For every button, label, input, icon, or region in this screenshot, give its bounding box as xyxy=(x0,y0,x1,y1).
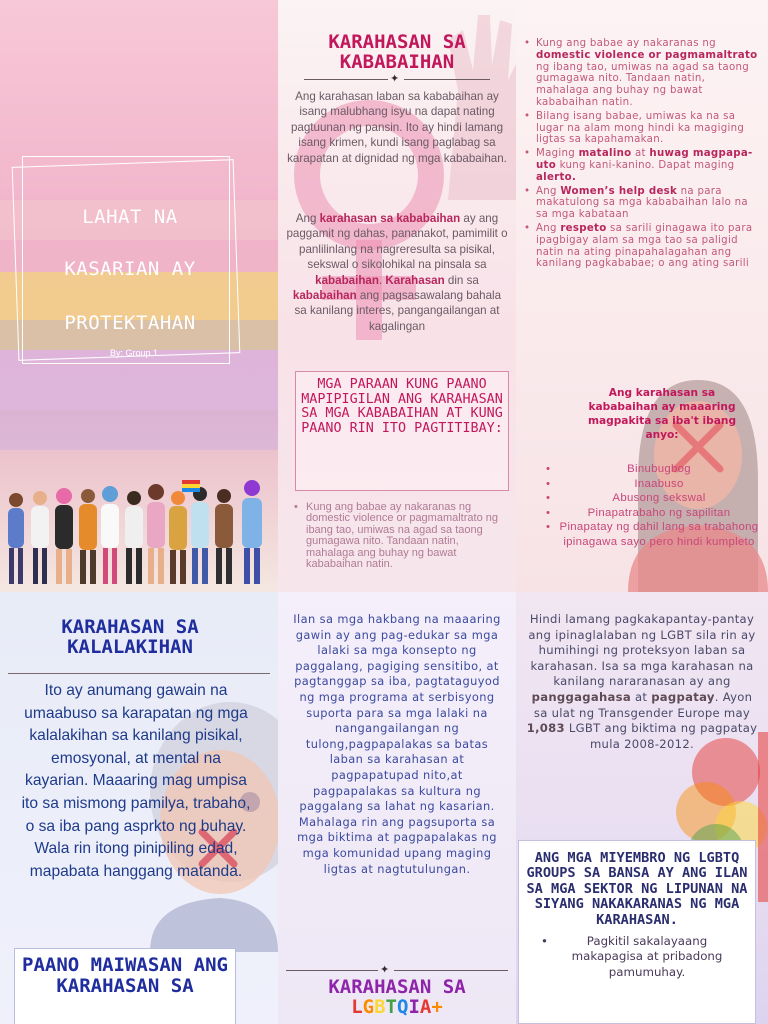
men-violence-panel xyxy=(0,592,278,1024)
keyword-karahasan-2: Karahasan xyxy=(385,273,445,287)
text-segment: na para makatulong sa mga kababaihan lalo na sa mga kabataan xyxy=(536,185,748,221)
women-paragraph-1: Ang karahasan laban sa kababaihan ay isang malubhang isyu na dapat nating pagtuunan ng pansin. Ito ay hindi lamang isang krimen, kundi isang paglabag sa karapatan at dignidad ng mga kababaihan. xyxy=(287,90,507,165)
tip-item: • Bilang isang babae, umiwas ka na sa lugar na alam mong hindi ka magiging ligtas sa kapahamakan. xyxy=(524,111,760,146)
men-heading-line2: KALALAKIHAN xyxy=(67,635,193,658)
steps-paragraph: Ilan sa mga hakbang na maaaring gawin ay ang pag-edukar sa mga lalaki sa mga konsepto ng paggalang, pagiging sensitibo, at pagtanggap sa iba, pagtataguyod ng mga programa at serbisyong suporta para sa mga lalaki na nangangailangan ng tulong,pagpapalakas sa batas laban sa karahasan at pagpapatupad nito,at pagpapalakas sa kultura ng paggalang sa lahat ng kasarian. Mahalaga rin ang pagsuporta sa mga biktima at pagpapalakas ng mga komunidad upang maging ligtas at nagtutulungan. xyxy=(293,612,501,876)
tip-item xyxy=(524,186,760,221)
cover-title-line1: LAHAT NA xyxy=(82,206,178,228)
prevention-bullet: • Kung ang babae ay nakaranas ng domestic violence or pagmamaltrato ng ibang tao, umiwas na agad sa taong gumagawa nito. Tandaan natin, mahalaga ang buhay ng bawat kababaihan natin. xyxy=(294,502,508,570)
text-segment: Ang xyxy=(536,185,561,197)
form-item: • Pinapatay ng dahil lang sa trabahong ipinagawa sayo pero hindi kumpleto xyxy=(546,520,760,549)
keyword-womens-help-desk: Women’s help desk xyxy=(560,185,678,197)
keyword-domestic-violence: domestic violence or pagmamaltrato xyxy=(536,49,758,61)
tips-list xyxy=(524,38,760,270)
lgbt-heading-letter: G xyxy=(362,995,375,1018)
text-segment: . Ayon sa ulat ng Transgender Europe may xyxy=(533,689,753,720)
diamond-ornament-icon: ✦ xyxy=(380,963,390,976)
text-segment: LGBT ang biktima ng pagpatay mula 2008-2012. xyxy=(564,721,758,751)
prevention-list xyxy=(294,502,508,570)
lgbt-info-box xyxy=(518,840,756,1024)
prevention-heading: MGA PARAAN KUNG PAANO MAPIPIGILAN ANG KARAHASAN SA MGA KABABAIHAN AT KUNG PAANO RIN ITO PAGTITIBAY: xyxy=(301,377,503,436)
text-segment: at xyxy=(630,689,652,704)
men-prevention-heading: PAANO MAIWASAN ANG KARAHASAN SA xyxy=(22,954,228,997)
lgbt-heading-letter: A xyxy=(419,995,432,1018)
text-segment: at xyxy=(631,148,650,160)
lgbt-box-bullet: • Pagkitil sakalayaang makapagisa at pribadong pamumuhay. xyxy=(541,934,741,980)
steps-panel xyxy=(278,592,516,1024)
lgbt-heading-line2 xyxy=(286,995,508,1018)
text-segment: Maging xyxy=(536,148,579,160)
keyword-1083: 1,083 xyxy=(526,721,565,736)
tip-item xyxy=(524,148,760,183)
divider-right xyxy=(404,79,490,80)
lgbt-heading-letter: B xyxy=(374,995,386,1018)
lgbt-heading-letter: Q xyxy=(397,995,409,1018)
keyword-alerto: alerto. xyxy=(536,171,577,183)
lgbt-heading-letter: L xyxy=(351,995,363,1018)
lgbt-heading-letter: + xyxy=(431,995,443,1018)
diverse-people-illustration xyxy=(0,470,278,592)
men-prevention-box xyxy=(14,948,236,1024)
men-paragraph: Ito ay anumang gawain na umaabuso sa karapatan ng mga kalalakihan sa kanilang pisikal, emosyonal, at mental na kayarian. Maaaring mag umpisa ito sa mismong pamilya, trabaho, o sa iba pang asprkto ng buhay. Wala rin itong pinipiling edad, mapabata hanggang matanda. xyxy=(21,682,251,880)
text-segment: kung kani-kanino. Dapat maging xyxy=(556,159,735,171)
text-segment: Ang xyxy=(536,222,561,234)
keyword-huwag-magpapa-uto: huwag magpapa-uto xyxy=(536,148,753,171)
text-segment: sa sarili ginagawa ito para ipagbigay alam sa mga tao sa paligid natin na ating pinapahalagahan ang kanilang pagkababae; o ang ating sarili xyxy=(536,222,753,270)
keyword-pagpatay: pagpatay xyxy=(651,689,715,704)
men-heading xyxy=(20,618,240,658)
lgbt-panel xyxy=(516,592,768,1024)
women-paragraph-2 xyxy=(286,211,508,334)
text-segment: ang pagsasawalang bahala sa kanilang interes, pangangailangan at kagalingan xyxy=(294,289,502,333)
men-divider xyxy=(8,673,270,674)
rainbow-stripe-violet xyxy=(0,410,278,450)
women-heading xyxy=(292,33,502,73)
keyword-kababaihan: kababaihan xyxy=(315,273,379,287)
keyword-panggagahasa: panggagahasa xyxy=(531,689,631,704)
keyword-karahasan: karahasan sa kababaihan xyxy=(319,212,461,225)
text-segment: Hindi lamang pagkakapantay-pantay ang ipinaglalaban ng LGBT sila rin ay humihingi ng proteksyon laban sa karahasan. Isa sa mga karahasan na kanilang nararanasan ay ang xyxy=(528,612,756,689)
text-segment: ng ibang tao, umiwas na agad sa taong gumagawa nito. Tandaan natin, mahalaga ang buhay ng bawat kababaihan natin. xyxy=(536,61,750,108)
text-segment: Kung ang babae ay nakaranas ng xyxy=(536,38,716,49)
men-heading-line1: KARAHASAN SA xyxy=(61,616,199,638)
prevention-box xyxy=(295,371,509,491)
divider-left xyxy=(304,79,388,80)
form-item: • Binubugbog xyxy=(546,462,760,477)
lgbt-divider-left xyxy=(286,970,378,971)
form-item: • Pinapatrabaho ng sapilitan xyxy=(546,506,760,521)
cover-byline: By: Group 1 xyxy=(110,348,159,358)
lgbt-heading-letter: T xyxy=(385,995,397,1018)
tip-item xyxy=(524,38,760,109)
text-segment: din sa xyxy=(444,273,479,287)
cover-title-line2: KASARIAN AY xyxy=(64,258,196,280)
women-heading-line1: KARAHASAN SA xyxy=(328,31,466,53)
lgbt-heading xyxy=(286,978,508,1018)
cover-panel xyxy=(0,0,278,592)
text-segment: ay ang paggamit ng dahas, pananakot, pamimilit o panlilinlang na nagreresulta sa pisikal, sekswal o sikolohikal na pinsala sa xyxy=(286,212,508,272)
cover-title-line3: PROTEKTAHAN xyxy=(64,312,196,334)
form-item: • Abusong sekswal xyxy=(546,491,760,506)
lgbt-box-list xyxy=(519,928,755,980)
keyword-matalino: matalino xyxy=(578,148,632,160)
lgbt-heading-line1: KARAHASAN SA xyxy=(328,976,466,998)
forms-heading: Ang karahasan sa kababaihan ay maaaring magpakita sa iba't ibang anyo: xyxy=(587,387,737,441)
lgbt-heading-letter: I xyxy=(408,995,420,1018)
lgbt-paragraph xyxy=(526,612,758,752)
keyword-respeto: respeto xyxy=(560,222,607,234)
lgbt-box-heading: ANG MGA MIYEMBRO NG LGBTQ GROUPS SA BANSA AY ANG ILAN SA MGA SEKTOR NG LIPUNAN NA SIYANG NAKAKARANAS NG MGA KARAHASAN. xyxy=(526,850,748,928)
text-segment: Ang xyxy=(295,212,320,225)
form-item: • Inaabuso xyxy=(546,477,760,492)
women-heading-line2: KABABAIHAN xyxy=(339,50,455,73)
tip-item xyxy=(524,223,760,270)
lgbt-divider-right xyxy=(394,970,508,971)
text-segment: . xyxy=(378,273,386,287)
tips-panel xyxy=(516,0,768,592)
diamond-ornament-icon: ✦ xyxy=(390,72,400,85)
keyword-kababaihan-2: kababaihan xyxy=(292,289,357,303)
people-group xyxy=(8,480,262,584)
women-violence-panel xyxy=(278,0,516,592)
forms-list xyxy=(546,462,760,550)
